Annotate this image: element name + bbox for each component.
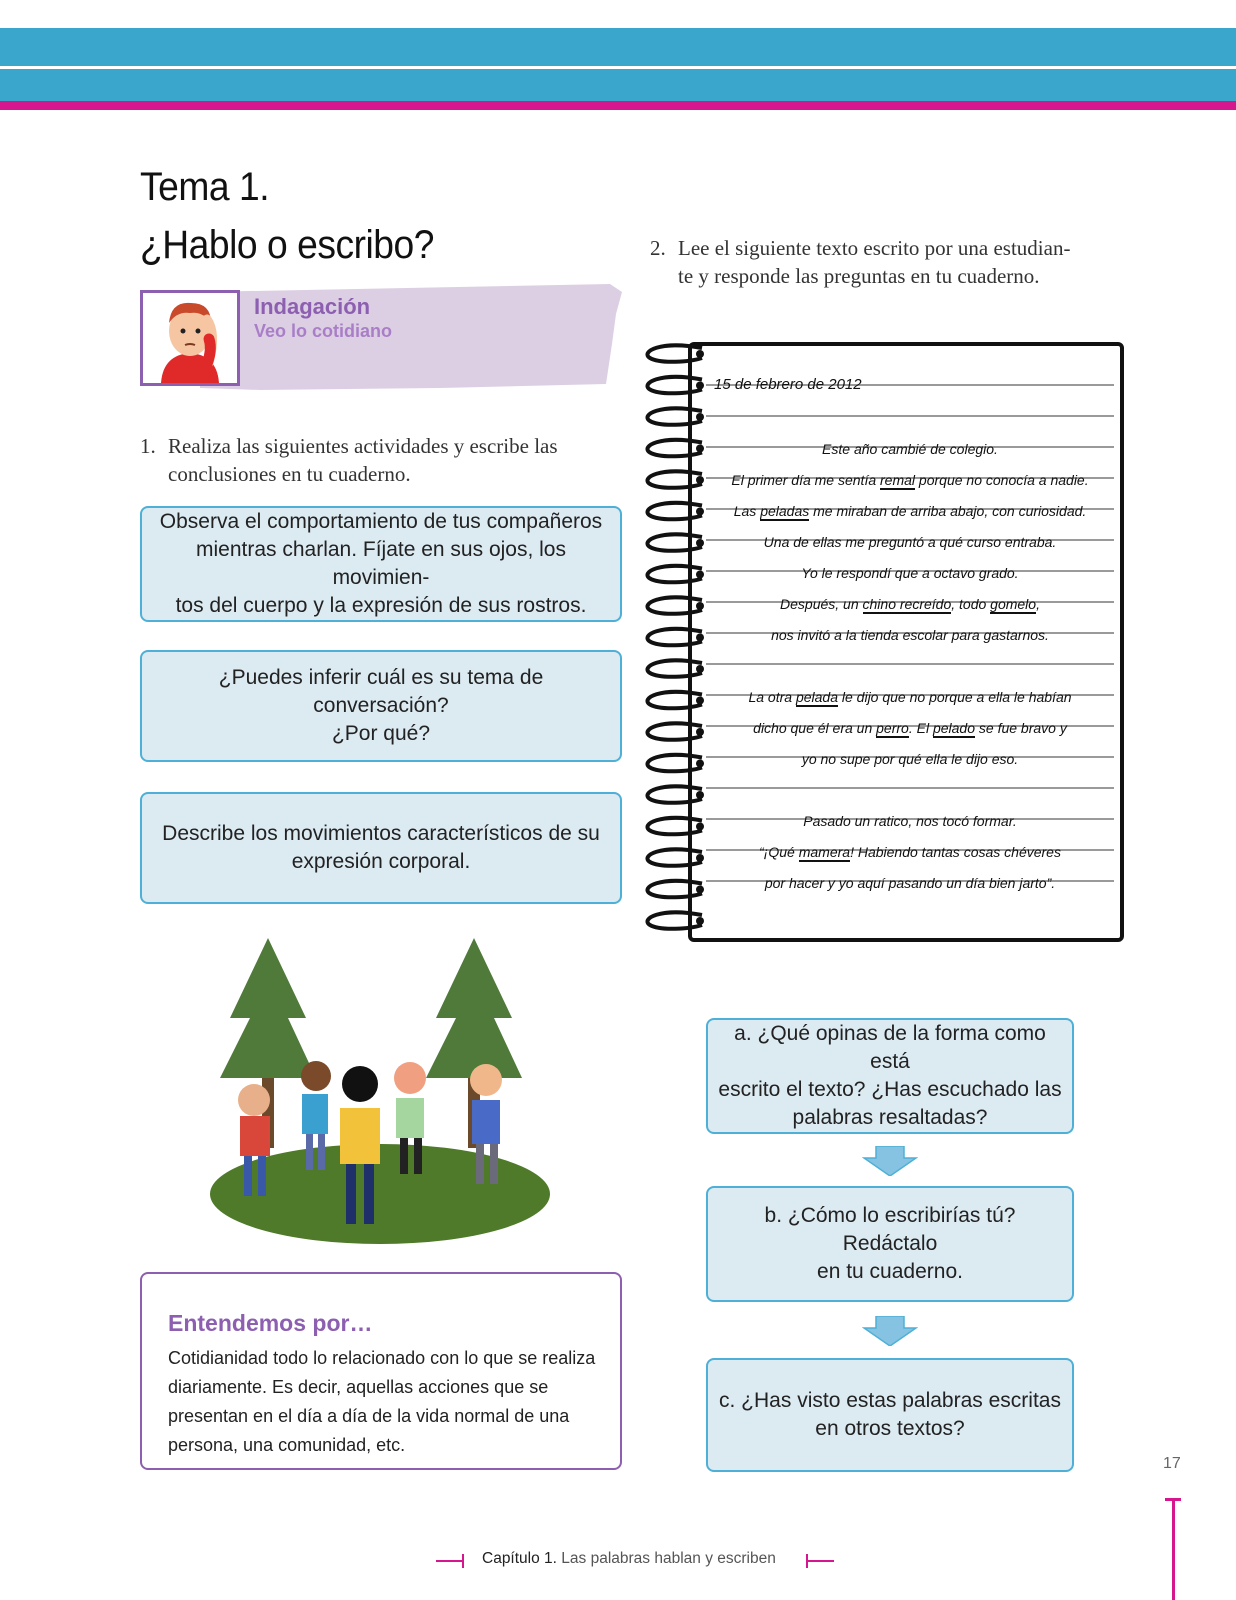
- notebook-line: dicho que él era un perro. El pelado se fue bravo y: [753, 720, 1067, 736]
- spiral-ring-icon: [647, 692, 702, 708]
- spiral-ring-icon: [647, 471, 702, 487]
- notebook-line: Una de ellas me preguntó a qué curso entraba.: [763, 534, 1057, 550]
- spiral-ring-icon: [647, 786, 702, 802]
- activity-1-instruction: [140, 432, 622, 488]
- spiral-hole-icon: [696, 602, 704, 610]
- box-line: b. ¿Cómo lo escribirías tú? Redáctalo: [764, 1204, 1016, 1255]
- spiral-ring-icon: [647, 723, 702, 739]
- notebook-date: 15 de febrero de 2012: [714, 376, 862, 393]
- box-line: Describe los movimientos característicos de su: [162, 822, 600, 845]
- activity-2-line-1: Lee el siguiente texto escrito por una estudian-: [678, 236, 1071, 260]
- topic-number: Tema 1.: [140, 165, 270, 209]
- spiral-hole-icon: [696, 413, 704, 421]
- spiral-hole-icon: [696, 917, 704, 925]
- highlighted-word: chino recreído: [862, 596, 952, 612]
- definition-box: [140, 1272, 622, 1470]
- notebook-line: Yo le respondí que a octavo grado.: [801, 565, 1019, 581]
- spiral-hole-icon: [696, 854, 704, 862]
- header-band-top: [0, 28, 1236, 66]
- box-line: Observa el comportamiento de tus compañeros: [159, 510, 603, 533]
- activity-1-line-1: Realiza las siguientes actividades y escribe las: [168, 434, 558, 458]
- notebook-line: La otra pelada le dijo que no porque a ella le habían: [748, 689, 1072, 705]
- notebook-line: yo no supe por qué ella le dijo eso.: [801, 751, 1019, 767]
- arrow-down-icon: [862, 1146, 918, 1176]
- spiral-ring-icon: [647, 881, 702, 897]
- spiral-hole-icon: [696, 539, 704, 547]
- definition-line: diariamente. Es decir, aquellas acciones que se: [168, 1377, 549, 1397]
- spiral-ring-icon: [647, 566, 702, 582]
- spiral-ring-icon: [647, 345, 702, 361]
- spiral-hole-icon: [696, 382, 704, 390]
- footer-label: [482, 1550, 776, 1568]
- student-notebook: [640, 336, 1136, 948]
- spiral-ring-icon: [647, 912, 702, 928]
- definition-line: Cotidianidad todo lo relacionado con lo que se realiza: [168, 1348, 596, 1368]
- question-c-box: [706, 1358, 1074, 1472]
- question-b-box: [706, 1186, 1074, 1302]
- notebook-line: Pasado un ratico, nos tocó formar.: [803, 813, 1017, 829]
- box-line: tos del cuerpo y la expresión de sus rostros.: [175, 594, 587, 617]
- box-line: c. ¿Has visto estas palabras escritas: [719, 1389, 1061, 1412]
- children-in-park-illustration: [200, 928, 560, 1248]
- notebook-line: Este año cambié de colegio.: [822, 441, 998, 457]
- notebook-ruled-line: [706, 787, 1114, 789]
- box-line: expresión corporal.: [291, 850, 471, 873]
- box-line: ¿Por qué?: [331, 722, 431, 745]
- spiral-hole-icon: [696, 445, 704, 453]
- footer-title: Las palabras hablan y escriben: [556, 1550, 776, 1567]
- observation-box: [140, 506, 622, 622]
- activity-1-number: 1.: [140, 434, 156, 458]
- header-band-bottom: [0, 69, 1236, 101]
- spiral-hole-icon: [696, 476, 704, 484]
- highlighted-word: peladas: [760, 503, 810, 519]
- activity-2-instruction: [650, 234, 1130, 290]
- banner-title: Indagación: [254, 294, 371, 319]
- box-line: palabras resaltadas?: [792, 1106, 988, 1129]
- spiral-ring-icon: [647, 377, 702, 393]
- banner-subtitle: Veo lo cotidiano: [254, 321, 393, 341]
- spiral-ring-icon: [647, 408, 702, 424]
- spiral-ring-icon: [647, 503, 702, 519]
- definition-line: persona, una comunidad, etc.: [168, 1435, 406, 1455]
- notebook-line: por hacer y yo aquí pasando un día bien jarto”.: [764, 875, 1056, 891]
- notebook-line: Después, un chino recreído, todo gomelo,: [780, 596, 1040, 612]
- spiral-ring-icon: [647, 755, 702, 771]
- spiral-hole-icon: [696, 634, 704, 642]
- notebook-line: “¡Qué mamera! Habiendo tantas cosas chéveres: [759, 844, 1061, 860]
- spiral-ring-icon: [647, 849, 702, 865]
- notebook-line: nos invitó a la tienda escolar para gastarnos.: [771, 627, 1049, 643]
- highlighted-word: mamera: [798, 844, 851, 860]
- spiral-hole-icon: [696, 350, 704, 358]
- inquiry-banner: [140, 284, 622, 394]
- spiral-hole-icon: [696, 760, 704, 768]
- notebook-ruled-line: [706, 415, 1114, 417]
- page-edge-marker: [1172, 1498, 1175, 1600]
- highlighted-word: pelada: [795, 689, 838, 705]
- spiral-hole-icon: [696, 665, 704, 673]
- box-line: en tu cuaderno.: [817, 1260, 963, 1283]
- chapter-footer: [436, 1550, 836, 1572]
- spiral-hole-icon: [696, 791, 704, 799]
- spiral-ring-icon: [647, 629, 702, 645]
- spiral-hole-icon: [696, 508, 704, 516]
- highlighted-word: pelado: [932, 720, 975, 736]
- header-band-magenta: [0, 101, 1236, 110]
- spiral-ring-icon: [647, 440, 702, 456]
- definition-line: presentan en el día a día de la vida normal de una: [168, 1406, 570, 1426]
- spiral-ring-icon: [647, 818, 702, 834]
- topic-question: ¿Hablo o escribo?: [140, 223, 434, 267]
- thinking-boy-icon: [140, 290, 240, 386]
- arrow-down-icon: [862, 1316, 918, 1346]
- footer-right-tick: [806, 1560, 834, 1562]
- spiral-hole-icon: [696, 728, 704, 736]
- definition-text: [168, 1344, 608, 1460]
- activity-2-line-2: te y responde las preguntas en tu cuaderno.: [678, 264, 1040, 288]
- spiral-hole-icon: [696, 571, 704, 579]
- spiral-ring-icon: [647, 534, 702, 550]
- footer-chapter: Capítulo 1.: [482, 1550, 557, 1567]
- spiral-hole-icon: [696, 697, 704, 705]
- spiral-ring-icon: [647, 660, 702, 676]
- spiral-hole-icon: [696, 823, 704, 831]
- box-line: en otros textos?: [815, 1417, 965, 1440]
- spiral-hole-icon: [696, 886, 704, 894]
- footer-left-tick: [436, 1560, 464, 1562]
- movement-box: [140, 792, 622, 904]
- inference-box: [140, 650, 622, 762]
- activity-1-line-2: conclusiones en tu cuaderno.: [168, 462, 411, 486]
- page-number: 17: [1163, 1455, 1181, 1472]
- box-line: mientras charlan. Fíjate en sus ojos, los movimien-: [195, 538, 566, 589]
- question-a-box: [706, 1018, 1074, 1134]
- definition-title: Entendemos por…: [168, 1310, 373, 1336]
- box-line: a. ¿Qué opinas de la forma como está: [734, 1022, 1046, 1073]
- box-line: ¿Puedes inferir cuál es su tema de conversación?: [218, 666, 544, 717]
- highlighted-word: perro: [876, 720, 909, 736]
- notebook-ruled-line: [706, 663, 1114, 665]
- activity-2-number: 2.: [650, 236, 666, 260]
- topic-title: [140, 158, 434, 274]
- notebook-line: El primer día me sentía remal porque no conocía a nadie.: [731, 472, 1089, 488]
- box-line: escrito el texto? ¿Has escuchado las: [718, 1078, 1062, 1101]
- highlighted-word: remal: [880, 472, 916, 488]
- highlighted-word: gomelo: [990, 596, 1037, 612]
- notebook-line: Las peladas me miraban de arriba abajo, con curiosidad.: [733, 503, 1087, 519]
- spiral-ring-icon: [647, 597, 702, 613]
